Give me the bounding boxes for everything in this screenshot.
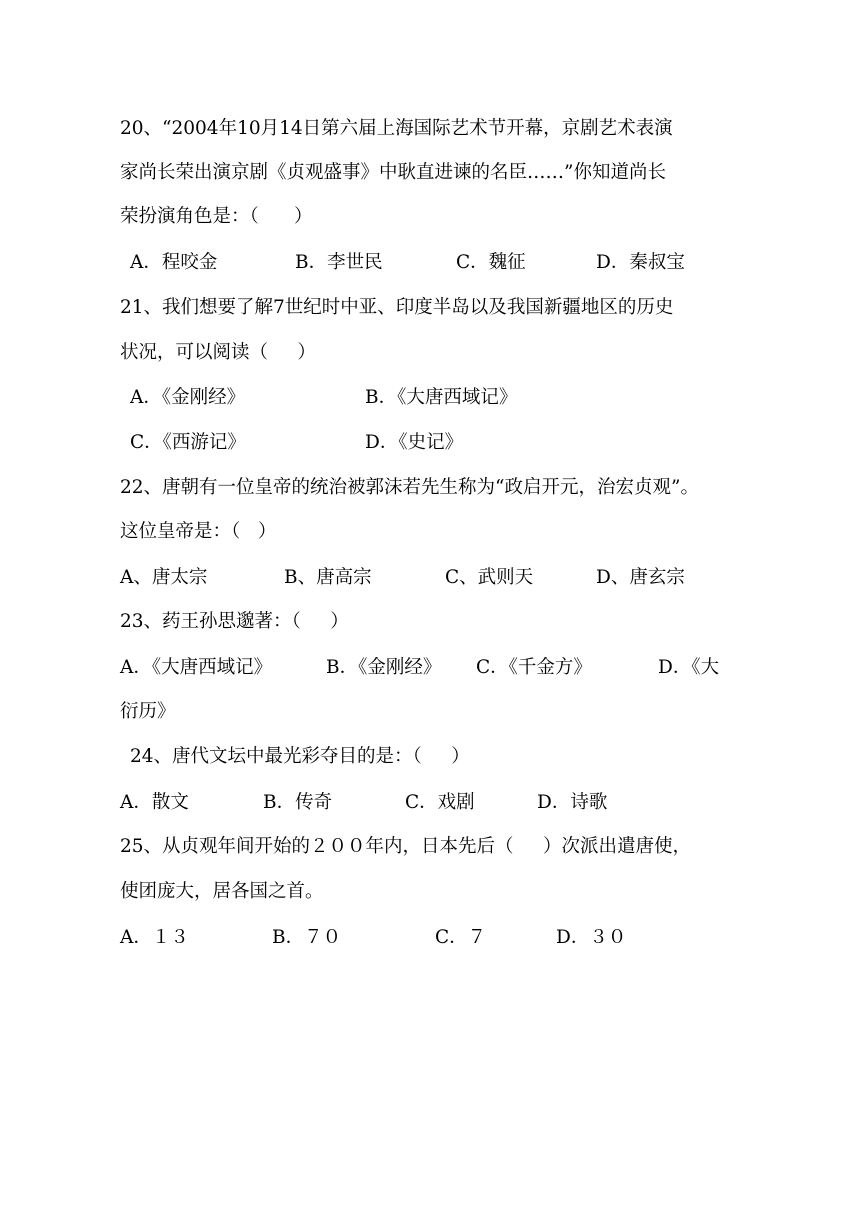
question-21-line-2: 状况，可以阅读（ ） (120, 342, 316, 363)
question-21-option-a: A．《金刚经》 (130, 387, 246, 408)
question-24-line-1: 24、唐代文坛中最光彩夺目的是：（ ） (130, 746, 470, 767)
question-23-option-c: C．《千金方》 (476, 657, 592, 678)
question-25-option-a: A．１３ (120, 927, 189, 948)
question-20-line-1: 20、“2004年10月14日第六届上海国际艺术节开幕，京剧艺术表演 (120, 118, 673, 139)
question-21-option-b: B．《大唐西域记》 (365, 387, 518, 408)
question-21-option-c: C．《西游记》 (130, 432, 246, 453)
question-23-line-1: 23、药王孙思邈著：（ ） (120, 611, 349, 632)
question-22-option-a: A、唐太宗 (120, 567, 208, 588)
question-20-option-a: A．程咬金 (130, 252, 218, 273)
question-20-line-2: 家尚长荣出演京剧《贞观盛事》中耿直进谏的名臣……”你知道尚长 (120, 162, 666, 183)
question-20-option-c: C．魏征 (456, 252, 526, 273)
question-25-option-b: B．７０ (272, 927, 342, 948)
question-21-option-d: D．《史记》 (365, 432, 464, 453)
question-23-option-b: B．《金刚经》 (326, 657, 442, 678)
question-25-option-d: D．３０ (556, 927, 627, 948)
question-22-option-d: D、唐玄宗 (596, 567, 685, 588)
question-25-line-1: 25、从贞观年间开始的２００年内，日本先后（ ）次派出遣唐使， (120, 836, 691, 857)
question-20-option-d: D．秦叔宝 (596, 252, 685, 273)
question-21-line-1: 21、我们想要了解7世纪时中亚、印度半岛以及我国新疆地区的历史 (120, 297, 674, 318)
question-22-line-1: 22、唐朝有一位皇帝的统治被郭沫若先生称为“政启开元，治宏贞观”。 (120, 477, 699, 498)
question-24-option-c: C．戏剧 (405, 792, 475, 813)
question-24-option-a: A．散文 (120, 792, 189, 813)
question-23-option-d-continuation: 衍历》 (120, 701, 176, 722)
question-24-option-b: B．传奇 (263, 792, 333, 813)
question-25-option-c: C．７ (435, 927, 487, 948)
question-22-line-2: 这位皇帝是：（ ） (120, 521, 277, 542)
question-20-option-b: B．李世民 (295, 252, 383, 273)
question-23-option-a: A．《大唐西域记》 (120, 657, 273, 678)
question-24-option-d: D．诗歌 (537, 792, 608, 813)
question-23-option-d: D．《大 (658, 657, 720, 678)
question-22-option-b: B、唐高宗 (284, 567, 372, 588)
question-20-line-3: 荣扮演角色是：（ ） (120, 206, 313, 227)
question-22-option-c: C、武则天 (445, 567, 534, 588)
question-25-line-2: 使团庞大，居各国之首。 (120, 881, 324, 902)
